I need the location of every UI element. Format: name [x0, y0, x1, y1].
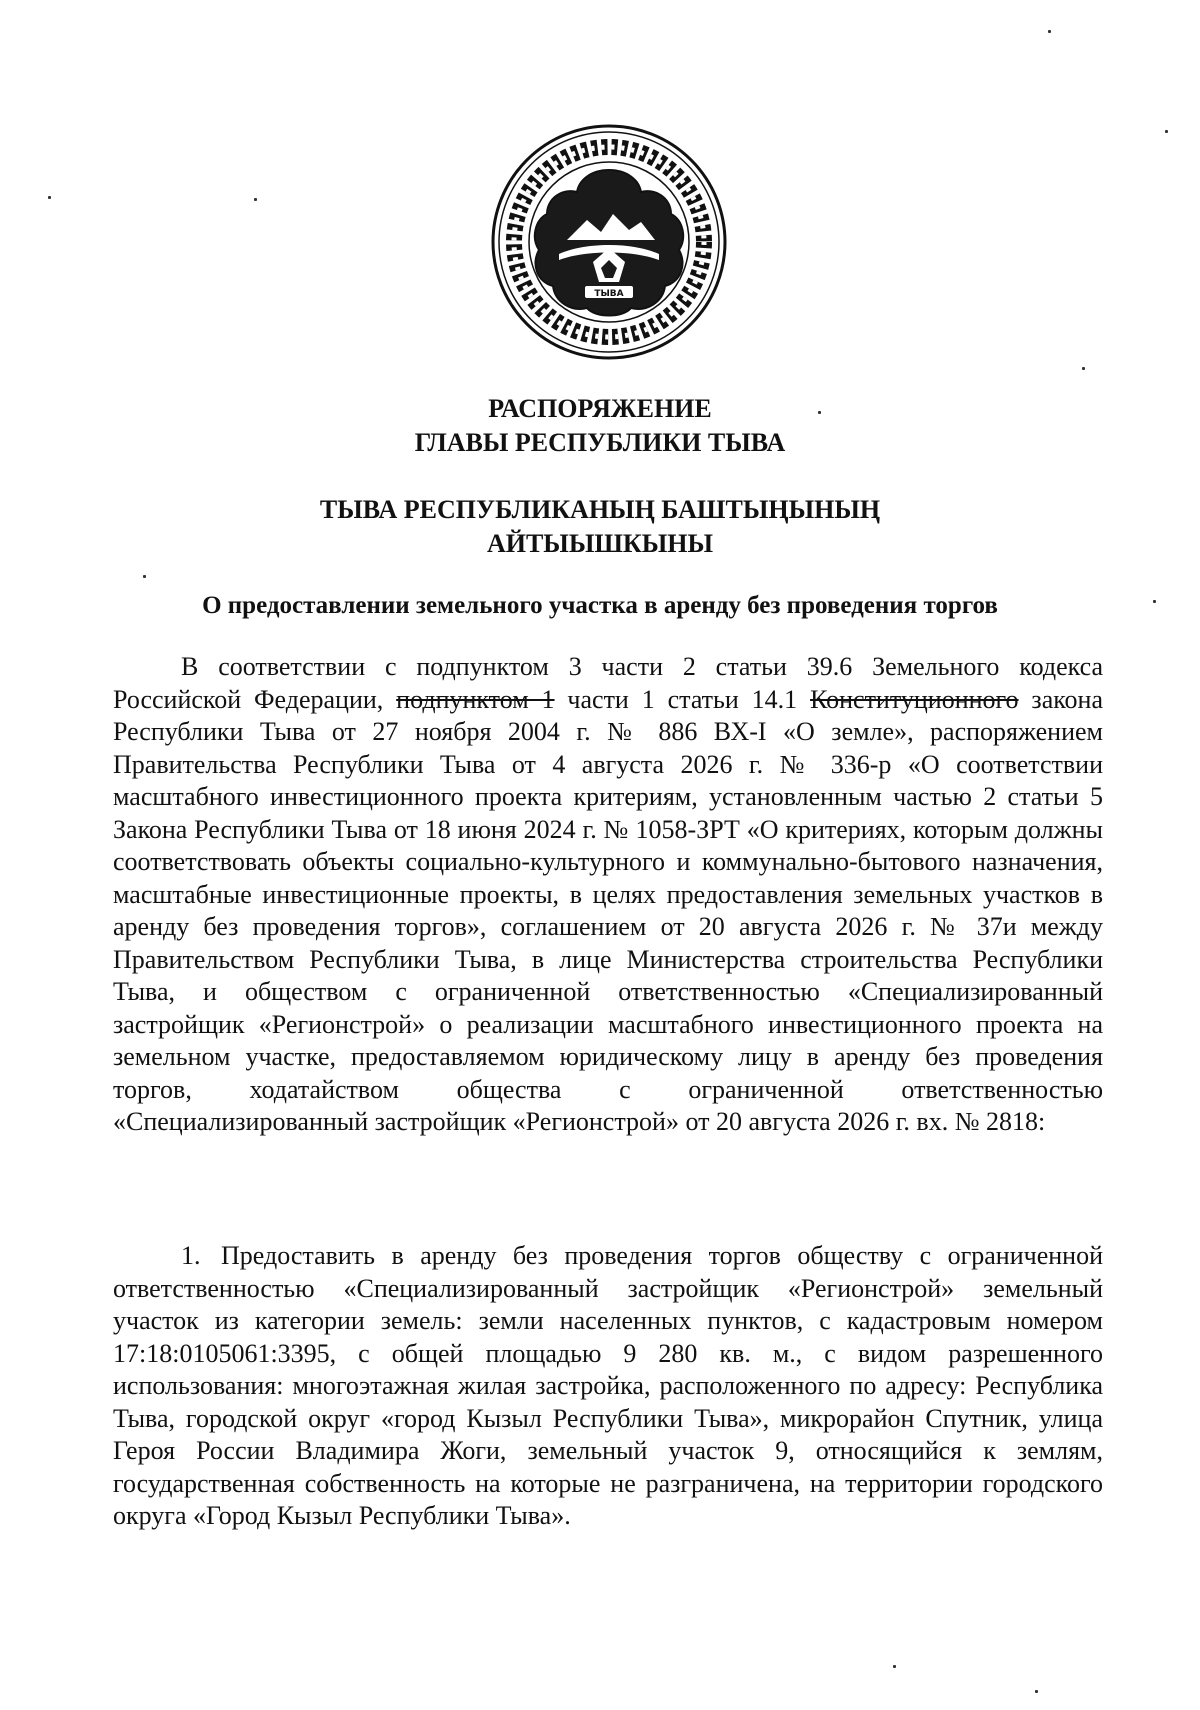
scan-speck — [1165, 130, 1168, 133]
scan-speck — [254, 198, 257, 201]
preamble-text-1: В соответствии с подпунктом 3 части 2 статьи 39.6 Земельного кодекса Российской Федерации, — [113, 652, 1103, 714]
document-title-line-1: РАСПОРЯЖЕНИЕ — [488, 394, 712, 423]
clause-text: Предоставить в аренду без проведения торгов обществу с ограниченной ответственностью «Специализированный застройщик «Регионстрой» земельный участок из категории земель: земли населенных пунктов, с кадастровым номером 17:18:0105061:3395, с общей площадью 9 280 кв. м., с видом разрешенного использования: многоэтажная жилая застройка, расположенного по адресу: Республика Тыва, городской округ «город Кызыл Республики Тыва», микрорайон Спутник, улица Героя России Владимира Жоги, земельный участок 9, относящийся к землям, государственная собственность на которые не разграничена, на территории городского округа «Город Кызыл Республики Тыва». — [113, 1241, 1103, 1530]
document-title-line-2: ГЛАВЫ РЕСПУБЛИКИ ТЫВА — [414, 428, 786, 457]
preamble-text-3: закона Республики Тыва от 27 ноября 2004 г. № 886 ВХ-I «О земле», распоряжением Правительства Республики Тыва от 4 августа 2026 г. № 336-р «О соответствии масштабного инвестиционного проекта критериям, установленным частью 2 статьи 5 Закона Республики Тыва от 18 июня 2024 г. № 1058-ЗРТ «О критериях, которым должны соответствовать объекты социально-культурного и коммунально-бытового назначения, масштабные инвестиционные проекты, в целях предоставления земельных участков в аренду без проведения торгов», соглашением от 20 августа 2026 г. № 37и между Правительством Республики Тыва, в лице Министерства строительства Республики Тыва, и обществом с ограниченной ответственностью «Специализированный застройщик «Регионстрой» о реализации масштабного инвестиционного проекта на земельном участке, предоставляемом юридическому лицу в аренду без проведения торгов, ходатайством общества с ограниченной ответственностью «Специализированный застройщик «Регионстрой» от 20 августа 2026 г. вх. № 2818: — [113, 684, 1103, 1136]
preamble-struck-text-2: Конституционного — [810, 684, 1019, 714]
document-title-tyvan-line-2: АЙТЫЫШКЫНЫ — [486, 529, 714, 558]
scan-speck — [818, 411, 821, 414]
scan-speck — [1082, 367, 1085, 370]
scan-speck — [1153, 600, 1156, 603]
document-title-tyvan — [100, 493, 1100, 561]
document-subject: О предоставлении земельного участка в аренду без проведения торгов — [202, 592, 998, 619]
scan-speck — [893, 1665, 896, 1668]
preamble-text-2: части 1 статьи 14.1 — [554, 684, 811, 714]
preamble-struck-text-1: подпунктом 1 — [396, 684, 555, 714]
scan-speck — [143, 575, 146, 578]
scan-speck — [48, 196, 51, 199]
scan-speck — [1035, 1690, 1038, 1693]
republic-of-tuva-emblem-icon — [489, 122, 729, 362]
document-title-ru — [100, 392, 1100, 460]
preamble-paragraph — [113, 651, 1103, 1139]
scan-speck — [1048, 30, 1051, 33]
svg-text:ТЫВА: ТЫВА — [594, 289, 624, 299]
document-title-tyvan-line-1: ТЫВА РЕСПУБЛИКАНЫҢ БАШТЫҢЫНЫҢ — [319, 495, 881, 524]
clause-number: 1. — [181, 1241, 201, 1270]
clause-paragraph-1 — [113, 1240, 1103, 1533]
